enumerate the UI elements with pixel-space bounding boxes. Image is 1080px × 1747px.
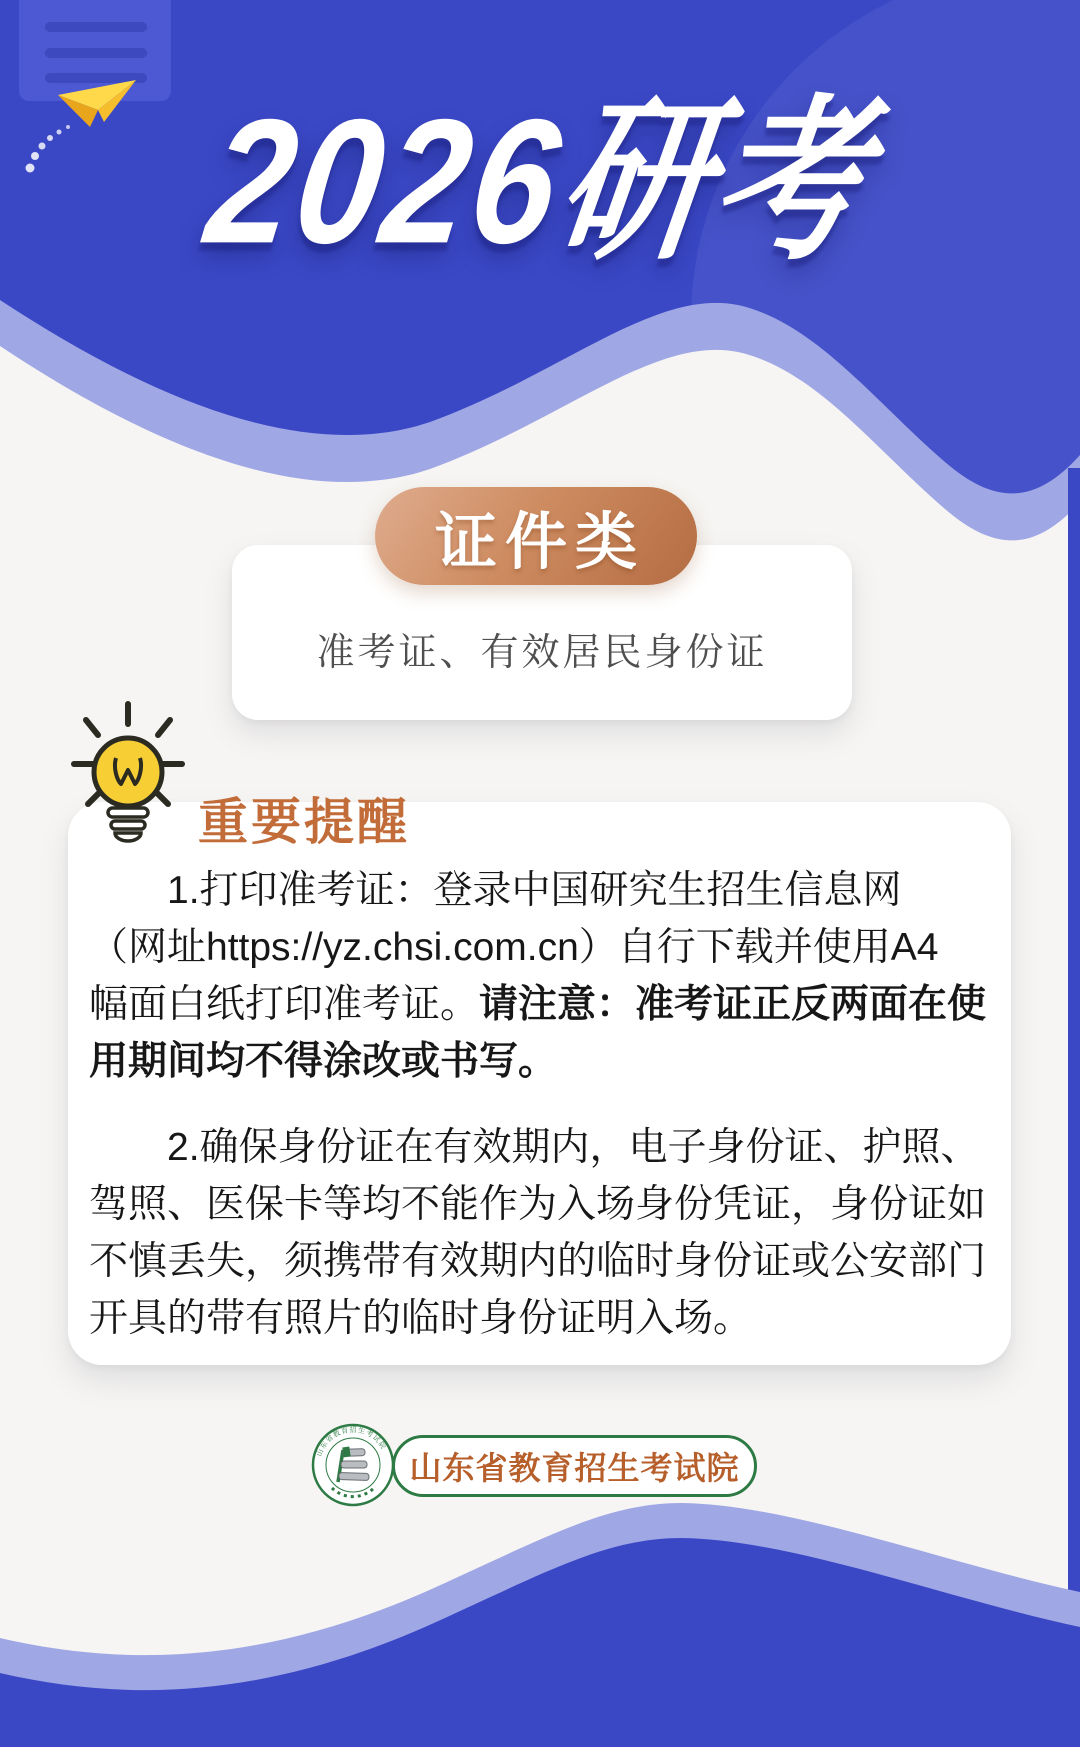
reminder-paragraphs xyxy=(89,862,990,1347)
reminder-title: 重要提醒 xyxy=(198,794,410,850)
paragraph-line: 1.打印准考证：登录中国研究生招生信息网 xyxy=(89,869,902,912)
paragraph-line: 幅面白纸打印准考证。请注意：准考证正反两面在使 xyxy=(89,983,987,1026)
reminder-paragraph xyxy=(89,1119,990,1347)
org-seal-icon xyxy=(310,1420,396,1510)
reminder-paragraph xyxy=(89,862,990,1090)
paragraph-line: 不慎丢失，须携带有效期内的临时身份证或公安部门 xyxy=(89,1240,987,1283)
reminder-card xyxy=(68,802,1011,1365)
category-badge-label: 证件类 xyxy=(434,507,645,577)
poster-title-wrap xyxy=(0,81,1080,281)
seal-arc-text: 山东省教育招生考试院 xyxy=(316,1426,387,1458)
org-name-pill xyxy=(392,1435,757,1497)
certificate-card-text: 准考证、有效居民身份证 xyxy=(316,632,768,674)
org-name: 山东省教育招生考试院 xyxy=(409,1450,740,1486)
footer-org-row xyxy=(0,1420,1080,1510)
paragraph-line: 2.确保身份证在有效期内，电子身份证、护照、 xyxy=(89,1126,980,1169)
paragraph-line: （网址https://yz.chsi.com.cn）自行下载并使用A4 xyxy=(89,926,939,969)
lightbulb-icon xyxy=(58,692,198,862)
category-badge xyxy=(375,487,697,585)
poster-title: 2026研考 xyxy=(197,81,883,281)
seal-e-mark xyxy=(338,1446,369,1482)
paragraph-line: 开具的带有照片的临时身份证明入场。 xyxy=(89,1297,753,1340)
paragraph-line: 用期间均不得涂改或书写。 xyxy=(89,1040,558,1083)
paragraph-line: 驾照、医保卡等均不能作为入场身份凭证，身份证如 xyxy=(89,1183,987,1226)
